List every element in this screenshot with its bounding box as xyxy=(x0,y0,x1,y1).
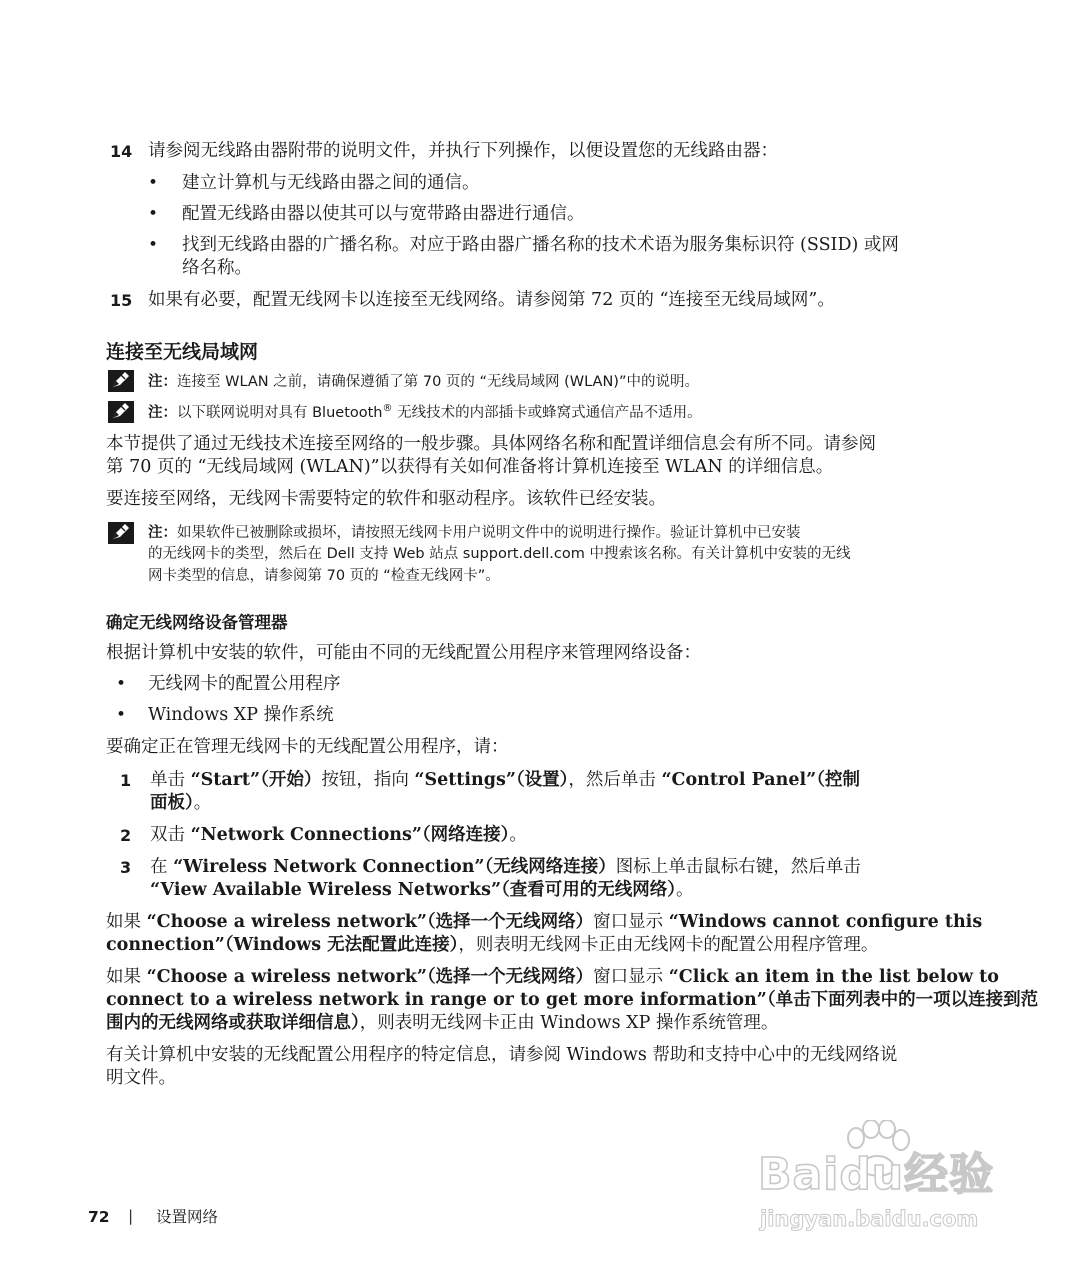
logo-text-bai: Bai xyxy=(758,1149,840,1200)
note-label: 注： xyxy=(148,525,177,541)
step-2-number: 2 xyxy=(120,826,132,845)
note-pencil-icon xyxy=(108,522,134,544)
step-1-start-label: “Start”（开始） xyxy=(190,770,322,790)
para-6-line-1 xyxy=(106,966,999,989)
bullet-marker: • xyxy=(116,674,127,694)
para-5-text-a: 如果 xyxy=(106,912,147,932)
para-1-line-2: 第 70 页的 “无线局域网 (WLAN)”以获得有关如何准备将计算机连接至 WLAN 的详细信息。 xyxy=(106,457,834,477)
para-6-text-c: 窗口显示 xyxy=(593,967,669,987)
note-1-text: 连接至 WLAN 之前，请确保遵循了第 70 页的 “无线局域网 (WLAN)”中的说明。 xyxy=(177,374,699,390)
para-7-line-1: 有关计算机中安装的无线配置公用程序的特定信息，请参阅 Windows 帮助和支持中心中的无线网络说 xyxy=(106,1045,898,1065)
para-5-cannot-configure-label: “Windows cannot configure this xyxy=(668,912,983,932)
para-4: 要确定正在管理无线网卡的无线配置公用程序，请： xyxy=(106,737,509,757)
bullet-marker: • xyxy=(148,204,159,224)
bullet-marker: • xyxy=(116,705,127,725)
step-1-line-2 xyxy=(150,792,211,815)
para-5-choose-network-label: “Choose a wireless network”（选择一个无线网络） xyxy=(146,912,594,932)
note-2-text-b: 无线技术的内部插卡或蜂窝式通信产品不适用。 xyxy=(392,405,702,421)
para-2: 要连接至网络，无线网卡需要特定的软件和驱动程序。该软件已经安装。 xyxy=(106,489,666,509)
step-14-bullet-2: 配置无线路由器以使其可以与宽带路由器进行通信。 xyxy=(182,204,585,224)
note-label: 注： xyxy=(148,405,177,421)
para-6-click-item-label: “Click an item in the list below to xyxy=(668,967,999,987)
note-3-line-3: 网卡类型的信息，请参阅第 70 页的 “检查无线网卡”。 xyxy=(148,568,500,584)
bullet-marker: • xyxy=(148,235,159,255)
note-pencil-icon xyxy=(108,401,134,423)
step-1-line-1 xyxy=(150,769,860,792)
step-3-wireless-connection-label: “Wireless Network Connection”（无线网络连接） xyxy=(173,857,616,877)
para-6-line-3 xyxy=(106,1012,778,1035)
para-6-text-g: ，则表明无线网卡正由 Windows XP 操作系统管理。 xyxy=(359,1013,779,1033)
step-1-text-c: 按钮，指向 xyxy=(321,770,415,790)
note-pencil-icon xyxy=(108,370,134,392)
para-6-click-item-label-cont: connect to a wireless network in range or to get more information”（单击下面列表中的一项以连接到范 xyxy=(106,990,1039,1010)
page-number: 72 xyxy=(88,1208,110,1226)
step-3-line-2 xyxy=(150,879,694,902)
logo-text-jingyan: 经验 xyxy=(904,1149,995,1200)
para-5-line-2 xyxy=(106,934,878,957)
step-14-bullet-1: 建立计算机与无线路由器之间的通信。 xyxy=(182,173,480,193)
utility-bullet-1: 无线网卡的配置公用程序 xyxy=(148,674,341,694)
footer-chapter-title: 设置网络 xyxy=(156,1208,219,1226)
para-6-choose-network-label: “Choose a wireless network”（选择一个无线网络） xyxy=(146,967,594,987)
section-heading-connect-wlan: 连接至无线局域网 xyxy=(106,341,259,363)
step-3-text-a: 在 xyxy=(150,857,174,877)
para-1-line-1: 本节提供了通过无线技术连接至网络的一般步骤。具体网络名称和配置详细信息会有所不同。请参阅 xyxy=(106,434,876,454)
step-15-number: 15 xyxy=(110,291,133,310)
step-1-control-panel-label: “Control Panel”（控制 xyxy=(661,770,860,790)
para-7-line-2: 明文件。 xyxy=(106,1068,176,1088)
step-14-bullet-3-line-2: 络名称。 xyxy=(182,258,252,278)
note-2 xyxy=(148,402,702,425)
section-heading-determine-manager: 确定无线网络设备管理器 xyxy=(106,613,288,632)
logo-text-du: du xyxy=(839,1149,905,1200)
bullet-marker: • xyxy=(148,173,159,193)
note-3-text-1: 如果软件已被删除或损坏，请按照无线网卡用户说明文件中的说明进行操作。验证计算机中已安装 xyxy=(177,525,801,541)
utility-bullet-2: Windows XP 操作系统 xyxy=(148,705,334,725)
para-5-text-c: 窗口显示 xyxy=(593,912,669,932)
step-14-text: 请参阅无线路由器附带的说明文件，并执行下列操作，以便设置您的无线路由器： xyxy=(148,141,778,161)
step-1-text-e: ，然后单击 xyxy=(568,770,662,790)
registered-mark: ® xyxy=(382,403,393,415)
step-1-text-a: 单击 xyxy=(150,770,191,790)
step-15-text: 如果有必要，配置无线网卡以连接至无线网络。请参阅第 72 页的 “连接至无线局域网”。 xyxy=(148,290,835,310)
step-1-settings-label: “Settings”（设置） xyxy=(414,770,569,790)
step-3-line-1 xyxy=(150,856,861,879)
note-3-line-1 xyxy=(148,522,801,545)
para-5-cannot-configure-label-end: connection”（Windows 无法配置此连接） xyxy=(106,935,459,955)
step-2-network-connections-label: “Network Connections”（网络连接） xyxy=(190,825,510,845)
para-6-click-item-label-end: 围内的无线网络或获取详细信息） xyxy=(106,1013,360,1033)
step-3-text-e: 。 xyxy=(676,880,694,900)
step-1-control-panel-label-end: 面板） xyxy=(150,793,194,813)
step-1-number: 1 xyxy=(120,771,132,790)
baidu-jingyan-logo xyxy=(758,1150,994,1200)
para-6-line-2 xyxy=(106,989,1038,1012)
para-3: 根据计算机中安装的软件，可能由不同的无线配置公用程序来管理网络设备： xyxy=(106,643,701,663)
step-2-text-c: 。 xyxy=(509,825,527,845)
step-2-text-a: 双击 xyxy=(150,825,191,845)
step-3-text-c: 图标上单击鼠标右键，然后单击 xyxy=(615,857,861,877)
para-6-text-a: 如果 xyxy=(106,967,147,987)
step-1-text-h: 。 xyxy=(193,793,212,813)
note-2-text-a: 以下联网说明对具有 Bluetooth xyxy=(177,405,383,421)
note-3-line-2: 的无线网卡的类型，然后在 Dell 支持 Web 站点 support.dell.com 中搜索该名称。有关计算机中安装的无线 xyxy=(148,546,851,562)
footer-separator: | xyxy=(128,1207,134,1225)
step-14-number: 14 xyxy=(110,142,133,161)
step-14-bullet-3-line-1: 找到无线路由器的广播名称。对应于路由器广播名称的技术术语为服务集标识符 (SSID) 或网 xyxy=(182,235,899,255)
step-3-number: 3 xyxy=(120,858,132,877)
note-1 xyxy=(148,371,699,394)
step-2-line xyxy=(150,824,527,847)
para-5-line-1 xyxy=(106,911,982,934)
para-5-text-f: ，则表明无线网卡正由无线网卡的配置公用程序管理。 xyxy=(458,935,879,955)
step-3-view-networks-label: “View Available Wireless Networks”（查看可用的无线网络） xyxy=(150,880,677,900)
watermark-url: jingyan.baidu.com xyxy=(760,1207,979,1231)
note-label: 注： xyxy=(148,374,177,390)
